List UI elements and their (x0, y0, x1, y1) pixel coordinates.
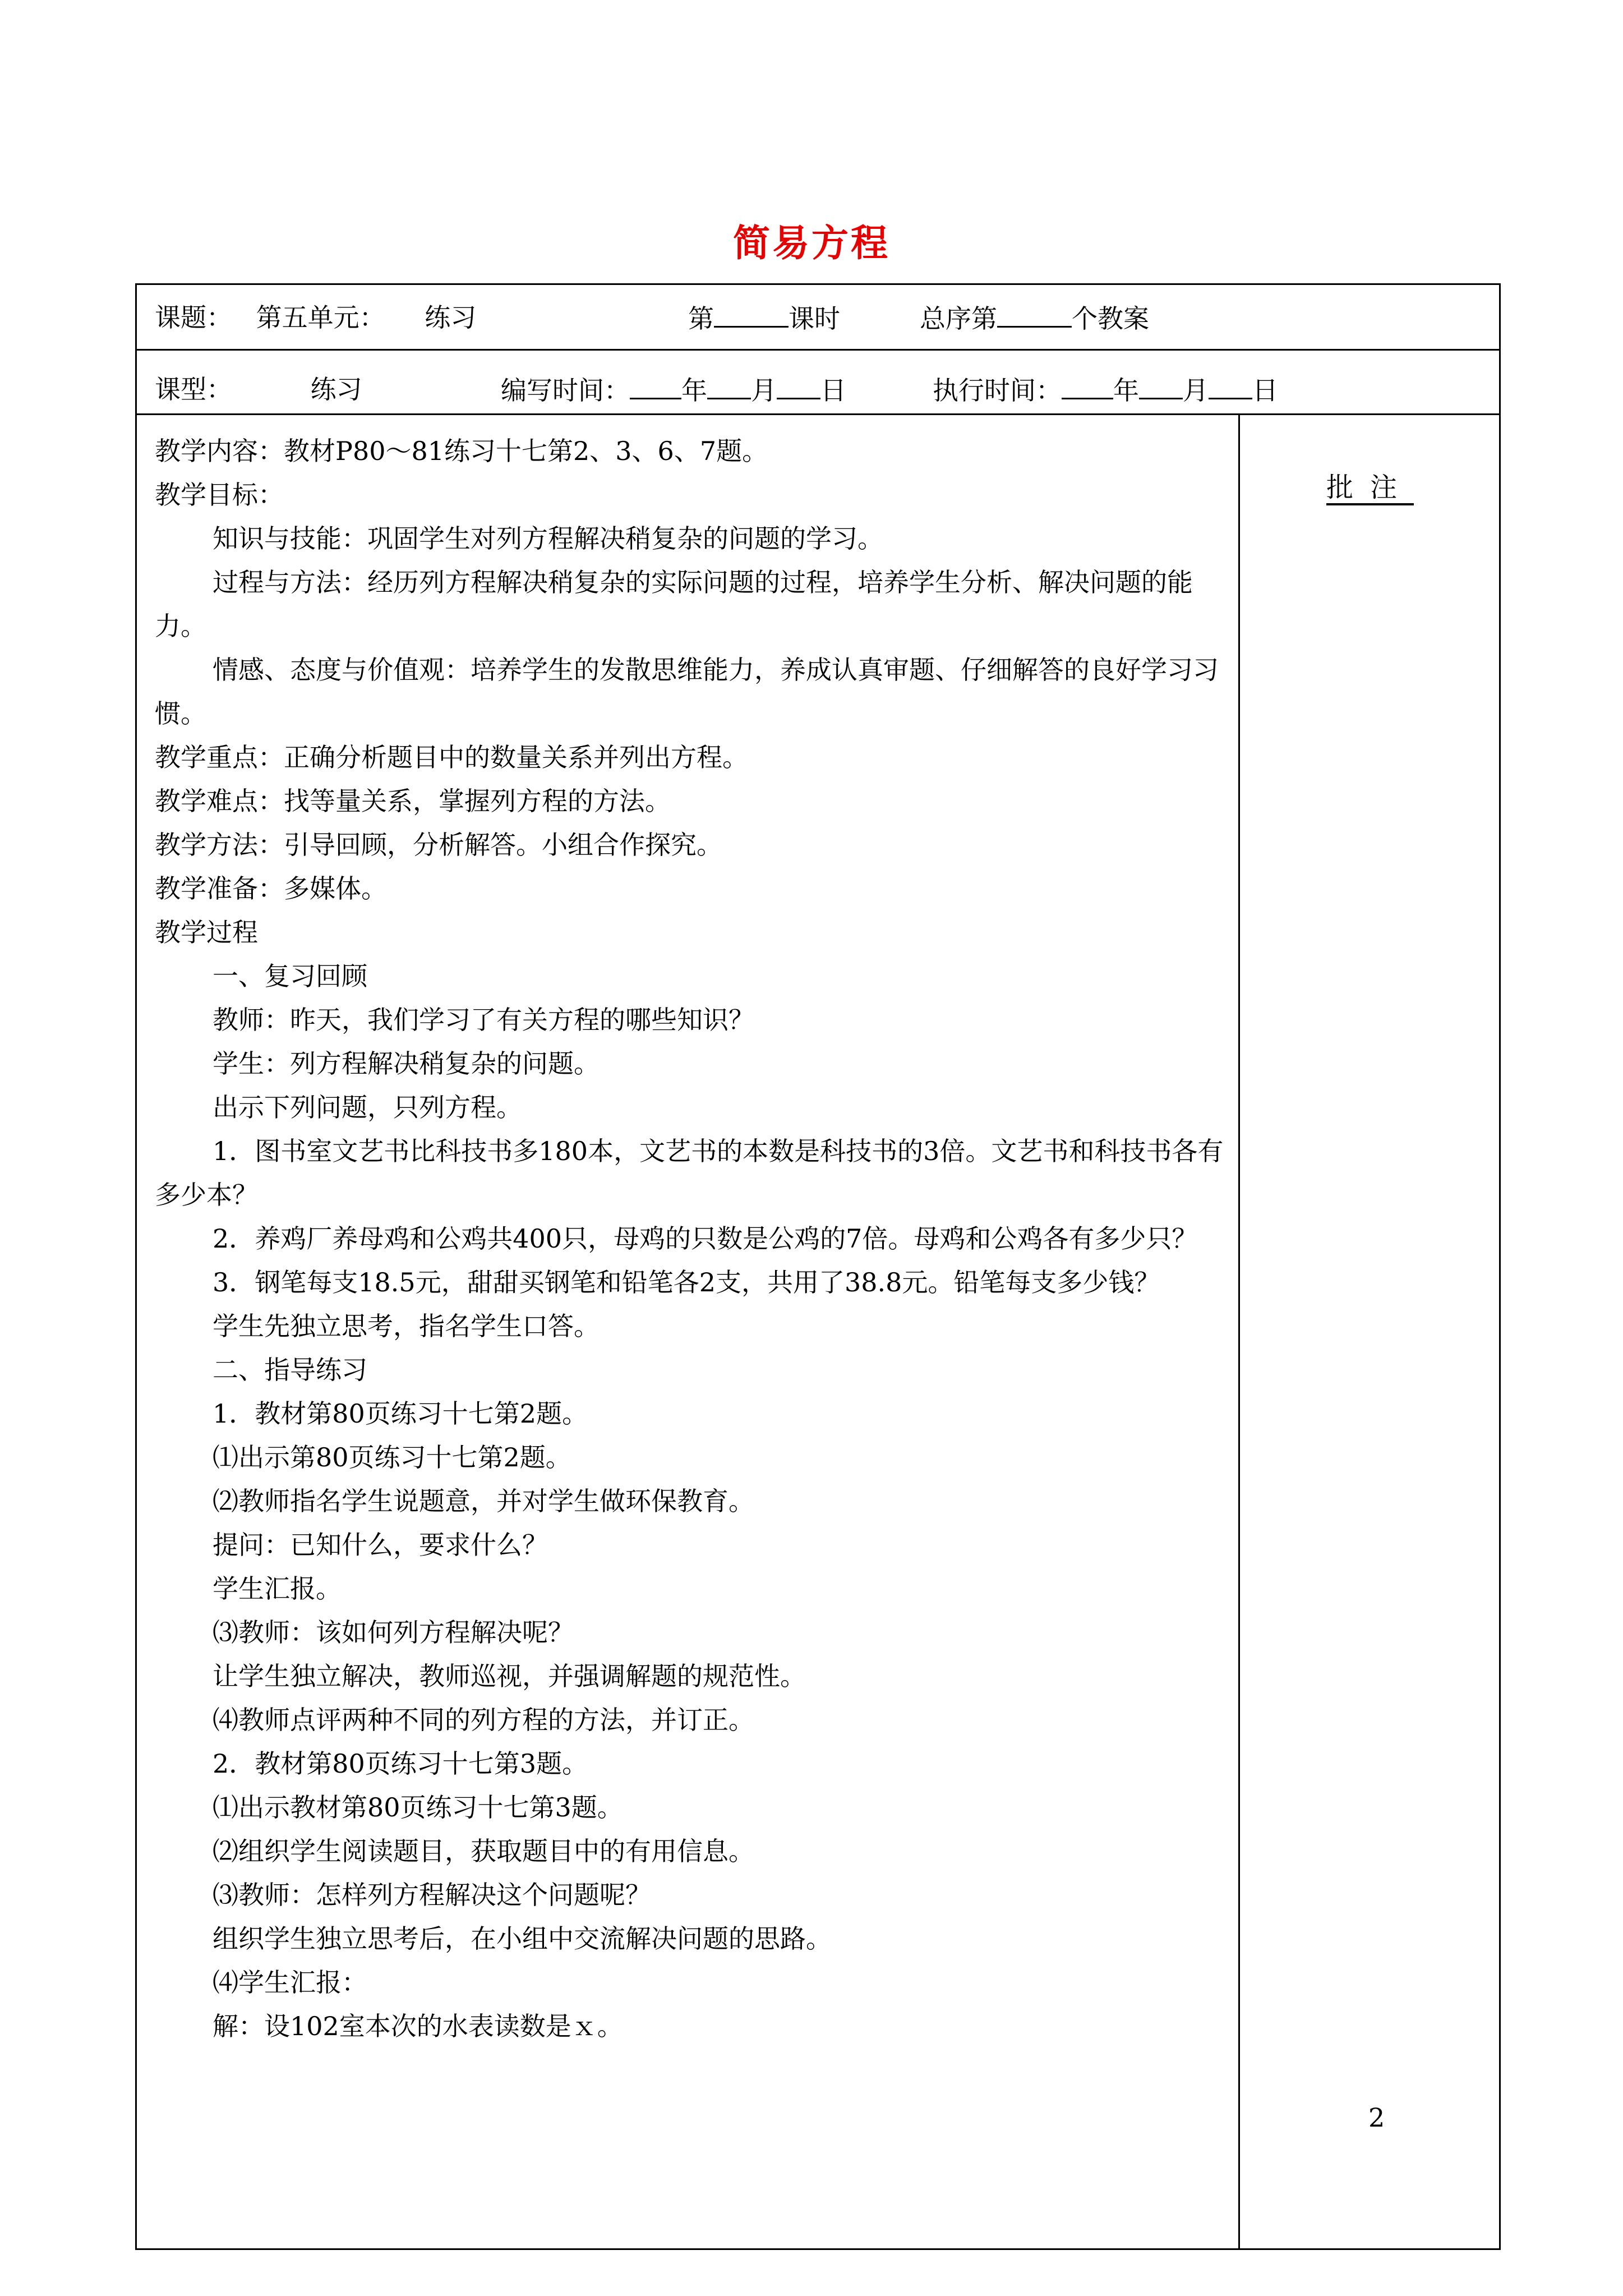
table-border-left (135, 283, 137, 2250)
sequence-blank (997, 301, 1072, 328)
exec-day: 日 (1252, 375, 1278, 406)
content-paragraph: ⑴出示第80页练习十七第2题。 (213, 1442, 571, 1473)
topic-row (155, 301, 476, 334)
page-number: 2 (1368, 2102, 1385, 2133)
content-paragraph: 学生先独立思考，指名学生口答。 (213, 1311, 600, 1341)
content-paragraph: 教学重点：正确分析题目中的数量关系并列出方程。 (155, 742, 748, 772)
table-border-bottom (135, 2248, 1501, 2250)
exec-label: 执行时间： (933, 375, 1062, 406)
content-paragraph: 教学内容：教材P80～81练习十七第2、3、6、7题。 (155, 436, 768, 466)
content-paragraph: 组织学生独立思考后，在小组中交流解决问题的思路。 (213, 1924, 832, 1954)
compile-month: 月 (751, 375, 777, 406)
compile-label: 编写时间： (501, 375, 630, 406)
content-paragraph: 学生：列方程解决稍复杂的问题。 (213, 1048, 600, 1079)
topic-value: 练习 (425, 302, 477, 333)
content-paragraph: ⑷教师点评两种不同的列方程的方法，并订正。 (213, 1705, 754, 1735)
content-paragraph: 提问：已知什么，要求什么？ (213, 1530, 548, 1560)
content-paragraph: ⑵教师指名学生说题意，并对学生做环保教育。 (213, 1486, 754, 1516)
compile-day: 日 (820, 375, 846, 406)
content-paragraph: ⑷学生汇报： (213, 1967, 367, 1998)
content-paragraph: ⑴出示教材第80页练习十七第3题。 (213, 1792, 623, 1823)
page-title: 简易方程 (733, 222, 890, 265)
content-paragraph: ⑵组织学生阅读题目，获取题目中的有用信息。 (213, 1836, 754, 1866)
table-border-row2 (135, 413, 1501, 415)
compile-day-blank (777, 373, 820, 399)
table-border-right (1499, 283, 1501, 2250)
content-paragraph: 出示下列问题，只列方程。 (213, 1092, 522, 1122)
content-paragraph: 教师：昨天，我们学习了有关方程的哪些知识？ (213, 1005, 754, 1035)
compile-time (501, 373, 846, 407)
content-paragraph: 1．教材第80页练习十七第2题。 (213, 1398, 588, 1429)
lesson-prefix: 第 (688, 303, 714, 334)
exec-month: 月 (1183, 375, 1209, 406)
content-paragraph: 2．教材第80页练习十七第3题。 (213, 1749, 588, 1779)
table-border-top (135, 283, 1501, 285)
topic-unit: 第五单元： (256, 302, 385, 333)
sequence-suffix: 个教案 (1072, 303, 1149, 334)
type-label: 课型： (155, 374, 232, 404)
lesson-blank (714, 301, 789, 328)
type-row (155, 373, 362, 406)
compile-year: 年 (681, 375, 707, 406)
content-paragraph: 让学生独立解决，教师巡视，并强调解题的规范性。 (213, 1661, 806, 1691)
exec-year-blank (1062, 373, 1113, 399)
topic-label: 课题： (155, 302, 232, 333)
content-paragraph: 解：设102室本次的水表读数是ｘ。 (213, 2011, 623, 2041)
lesson-suffix: 课时 (789, 303, 840, 334)
content-paragraph: 过程与方法：经历列方程解决稍复杂的实际问题的过程，培养学生分析、解决问题的能力。 (155, 567, 1193, 641)
type-value: 练习 (310, 374, 362, 404)
exec-month-blank (1139, 373, 1183, 399)
annotation-label: 批注 (1326, 472, 1414, 503)
content-paragraph: 1．图书室文艺书比科技书多180本，文艺书的本数是科技书的3倍。文艺书和科技书各有多少本？ (155, 1136, 1224, 1210)
compile-year-blank (630, 373, 681, 399)
content-paragraph: 教学目标： (155, 480, 284, 510)
content-paragraph: 2．养鸡厂养母鸡和公鸡共400只，母鸡的只数是公鸡的7倍。母鸡和公鸡各有多少只？ (213, 1223, 1198, 1254)
content-paragraph: ⑶教师：该如何列方程解决呢？ (213, 1617, 574, 1648)
content-paragraph: ⑶教师：怎样列方程解决这个问题呢？ (213, 1880, 651, 1910)
content-paragraph: 教学过程 (155, 917, 258, 947)
content-paragraph: 情感、态度与价值观：培养学生的发散思维能力，养成认真审题、仔细解答的良好学习习惯。 (155, 655, 1219, 729)
content-paragraph: 教学准备：多媒体。 (155, 873, 387, 904)
content-paragraph: 一、复习回顾 (213, 961, 367, 991)
sequence-prefix: 总序第 (920, 303, 997, 334)
content-paragraph: 知识与技能：巩固学生对列方程解决稍复杂的问题的学习。 (213, 523, 883, 554)
content-paragraph: 教学方法：引导回顾，分析解答。小组合作探究。 (155, 830, 722, 860)
exec-time (933, 373, 1278, 407)
table-column-divider (1238, 413, 1240, 2250)
content-paragraph: 二、指导练习 (213, 1355, 367, 1385)
content-paragraph: 学生汇报。 (213, 1573, 342, 1604)
lesson-number (688, 301, 840, 335)
sequence-number (920, 301, 1149, 335)
table-border-row1 (135, 349, 1501, 351)
content-paragraph: 3．钢笔每支18.5元，甜甜买钢笔和铅笔各2支，共用了38.8元。铅笔每支多少钱？ (213, 1267, 1160, 1297)
compile-month-blank (707, 373, 751, 399)
content-paragraph: 教学难点：找等量关系，掌握列方程的方法。 (155, 786, 671, 816)
exec-day-blank (1209, 373, 1252, 399)
exec-year: 年 (1113, 375, 1139, 406)
lesson-content (155, 429, 1226, 2048)
